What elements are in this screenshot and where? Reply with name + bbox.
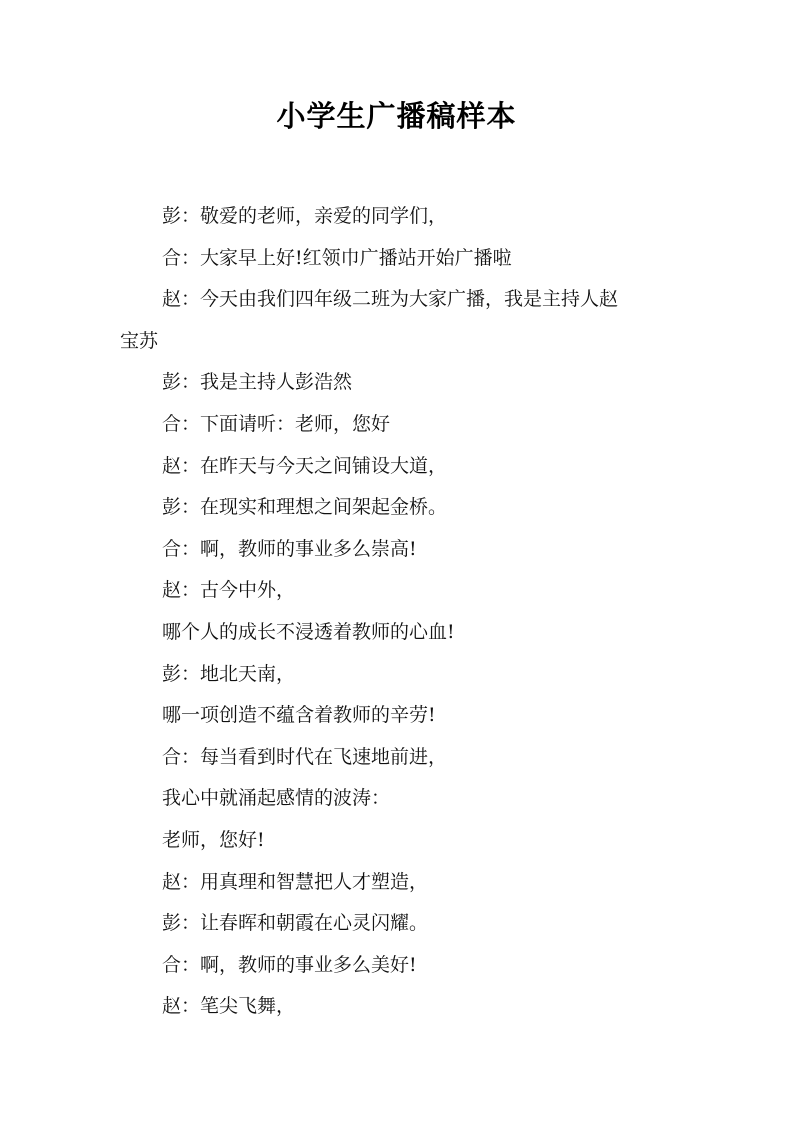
body-line: 彭：让春晖和朝霞在心灵闪耀。: [162, 912, 429, 935]
body-line: 哪个人的成长不浸透着教师的心血!: [162, 620, 455, 643]
body-line: 赵：笔尖飞舞，: [162, 995, 296, 1018]
body-line: 彭：敬爱的老师，亲爱的同学们，: [162, 205, 448, 227]
body-line: 合：啊，教师的事业多么崇高!: [162, 537, 417, 560]
body-line: 合：大家早上好!红领巾广播站开始广播啦: [162, 246, 512, 269]
body-line: 彭：地北天南，: [162, 662, 296, 685]
body-line: 赵：用真理和智慧把人才塑造，: [162, 870, 429, 893]
body-line: 我心中就涌起感情的波涛：: [162, 787, 391, 810]
body-line: 赵：古今中外，: [162, 579, 296, 602]
document-body: [120, 196, 676, 1028]
body-line: 彭：在现实和理想之间架起金桥。: [162, 496, 448, 519]
body-line: 赵：在昨天与今天之间铺设大道，: [162, 454, 448, 477]
body-line: 赵：今天由我们四年级二班为大家广播，我是主持人赵: [162, 288, 619, 311]
body-line: 合：每当看到时代在飞速地前进，: [162, 745, 448, 768]
body-line: 哪一项创造不蕴含着教师的辛劳!: [162, 704, 436, 727]
body-line: 彭：我是主持人彭浩然: [162, 371, 353, 394]
body-line: 老师，您好!: [162, 828, 265, 851]
body-line: 合：啊，教师的事业多么美好!: [162, 953, 417, 976]
body-line: 合：下面请听：老师，您好: [162, 412, 391, 435]
document-title: 小学生广播稿样本: [276, 99, 517, 133]
body-line: 宝苏: [120, 329, 159, 352]
